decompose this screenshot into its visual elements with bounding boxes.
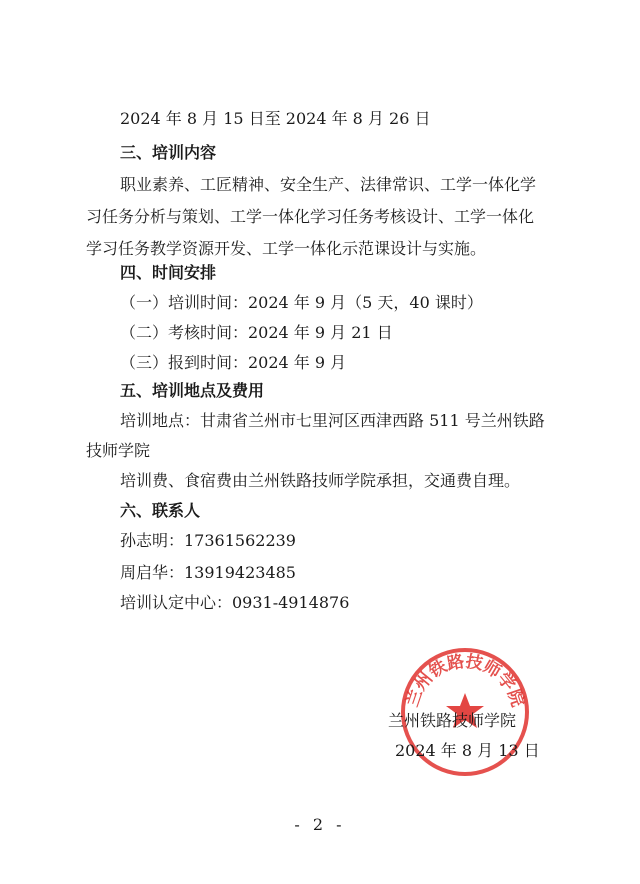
signature-date: 2024 年 8 月 13 日 [395, 741, 540, 760]
section-heading-location: 五、培训地点及费用 [120, 381, 265, 400]
seal-text: 兰州铁路技师学院 [402, 651, 528, 710]
location-line-1: 培训地点：甘肃省兰州市七里河区西津西路 511 号兰州铁路 [120, 411, 545, 430]
contact-sun: 孙志明：17361562239 [120, 531, 296, 550]
page-number: - 2 - [294, 815, 346, 834]
schedule-item-training: （一）培训时间：2024 年 9 月（5 天，40 课时） [120, 293, 483, 312]
content-line-1: 职业素养、工匠精神、安全生产、法律常识、工学一体化学 [120, 175, 537, 194]
date-range: 2024 年 8 月 15 日至 2024 年 8 月 26 日 [120, 109, 431, 128]
signature-org: 兰州铁路技师学院 [388, 711, 517, 730]
content-line-2: 习任务分析与策划、工学一体化学习任务考核设计、工学一体化 [86, 207, 535, 226]
section-heading-contacts: 六、联系人 [120, 501, 201, 520]
section-heading-schedule: 四、时间安排 [120, 263, 217, 282]
content-line-3: 学习任务教学资源开发、工学一体化示范课设计与实施。 [86, 239, 487, 258]
location-line-2: 技师学院 [86, 441, 151, 460]
schedule-item-registration: （三）报到时间：2024 年 9 月 [120, 353, 347, 372]
contact-center: 培训认定中心：0931-4914876 [120, 593, 350, 612]
fees-line: 培训费、食宿费由兰州铁路技师学院承担，交通费自理。 [120, 471, 521, 490]
schedule-item-assessment: （二）考核时间：2024 年 9 月 21 日 [120, 323, 393, 342]
section-heading-content: 三、培训内容 [120, 143, 217, 162]
contact-zhou: 周启华：13919423485 [120, 563, 296, 582]
